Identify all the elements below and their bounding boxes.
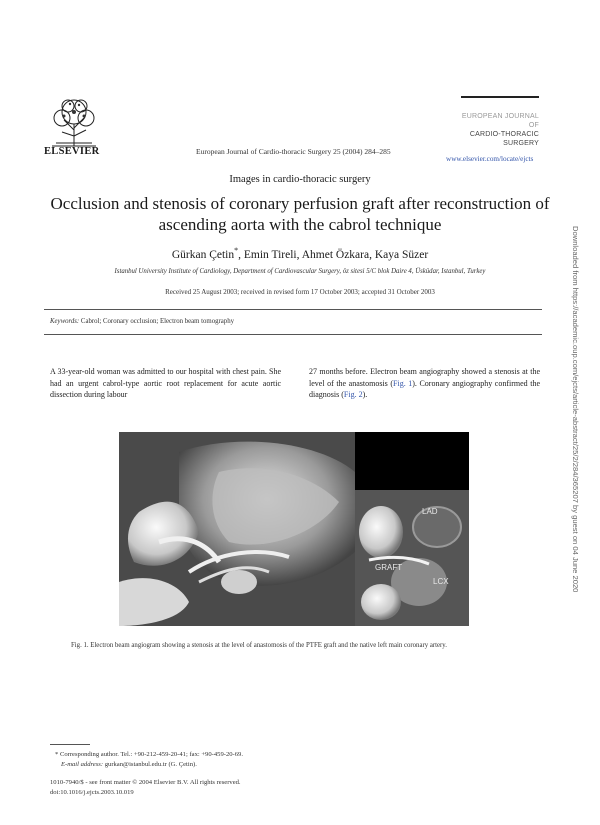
journal-cover-logo xyxy=(461,96,539,150)
first-author: Gürkan Çetin xyxy=(171,248,235,261)
other-authors: , Emin Tireli, Ahmet Özkara, Kaya Süzer xyxy=(238,248,429,261)
keywords-label: Keywords: xyxy=(50,318,80,325)
corresponding-author-note: * Corresponding author. Tel.: +90-212-459-20-41; fax: +90-459-20-69. xyxy=(55,751,243,758)
author-list xyxy=(0,246,600,261)
footnote-divider xyxy=(50,744,90,745)
body-column-right xyxy=(309,366,540,401)
keywords xyxy=(50,318,234,325)
body-text: ). xyxy=(362,390,368,399)
email-address[interactable]: gurkan@istanbul.edu.tr (G. Çetin). xyxy=(104,761,197,768)
download-watermark: Downloaded from https://academic.oup.com/ejcts/article-abstract/25/2/284/365207 by guest on 04 June 2020 xyxy=(571,226,580,593)
cover-line-1: EUROPEAN JOURNAL OF xyxy=(461,113,539,129)
lcx-label: LCX xyxy=(433,577,449,586)
fig1-link[interactable]: Fig. 1 xyxy=(393,378,413,388)
article-dates: Received 25 August 2003; received in revised form 17 October 2003; accepted 31 October 2003 xyxy=(165,288,435,296)
lad-label: LAD xyxy=(422,507,438,516)
section-heading: Images in cardio-thoracic surgery xyxy=(229,174,371,185)
article-title: Occlusion and stenosis of coronary perfusion graft after reconstruction of ascending aorta with the cabrol technique xyxy=(50,194,550,234)
graft-label: GRAFT xyxy=(375,563,403,572)
figure-caption: Fig. 1. Electron beam angiogram showing a stenosis at the level of anastomosis of the PTFE graft and the native left main coronary artery. xyxy=(71,642,447,649)
fig2-link[interactable]: Fig. 2 xyxy=(343,390,363,399)
keywords-value: Cabrol; Coronary occlusion; Electron beam tomography xyxy=(80,318,234,325)
journal-citation: European Journal of Cardio-thoracic Surgery 25 (2004) 284–285 xyxy=(196,147,391,156)
affiliation: Istanbul University Institute of Cardiology, Department of Cardiovascular Surgery, öz sitesi 5/C blok Daire 4, Üsküdar, Istanbul, Turkey xyxy=(114,268,486,275)
body-column-left: A 33-year-old woman was admitted to our hospital with chest pain. She had an urgent cabrol-type aortic root replacement for acute aortic dissection during labour xyxy=(50,367,281,399)
journal-url-link[interactable]: www.elsevier.com/locate/ejcts xyxy=(446,155,534,163)
body-text: ). Coronary angiography confirmed the diagnosis ( xyxy=(309,378,541,399)
publisher-name: ELSEVIER xyxy=(44,146,100,157)
cover-line-3: SURGERY xyxy=(503,140,539,147)
divider-bottom xyxy=(44,334,542,335)
issn-copyright: 1010-7940/$ - see front matter © 2004 Elsevier B.V. All rights reserved. xyxy=(50,779,241,786)
cover-line-2: CARDIO-THORACIC xyxy=(469,131,539,138)
corresponding-mark[interactable]: * xyxy=(234,246,239,255)
email-note xyxy=(61,761,197,768)
angiogram-figure xyxy=(119,432,469,626)
angiogram-image xyxy=(119,432,469,626)
divider-top xyxy=(44,309,542,310)
email-label: E-mail address: xyxy=(61,761,104,768)
doi[interactable]: doi:10.1016/j.ejcts.2003.10.019 xyxy=(50,789,134,796)
body-text: 27 months before. Electron beam angiography showed a stenosis at the level of the anastomosis ( xyxy=(309,367,540,388)
